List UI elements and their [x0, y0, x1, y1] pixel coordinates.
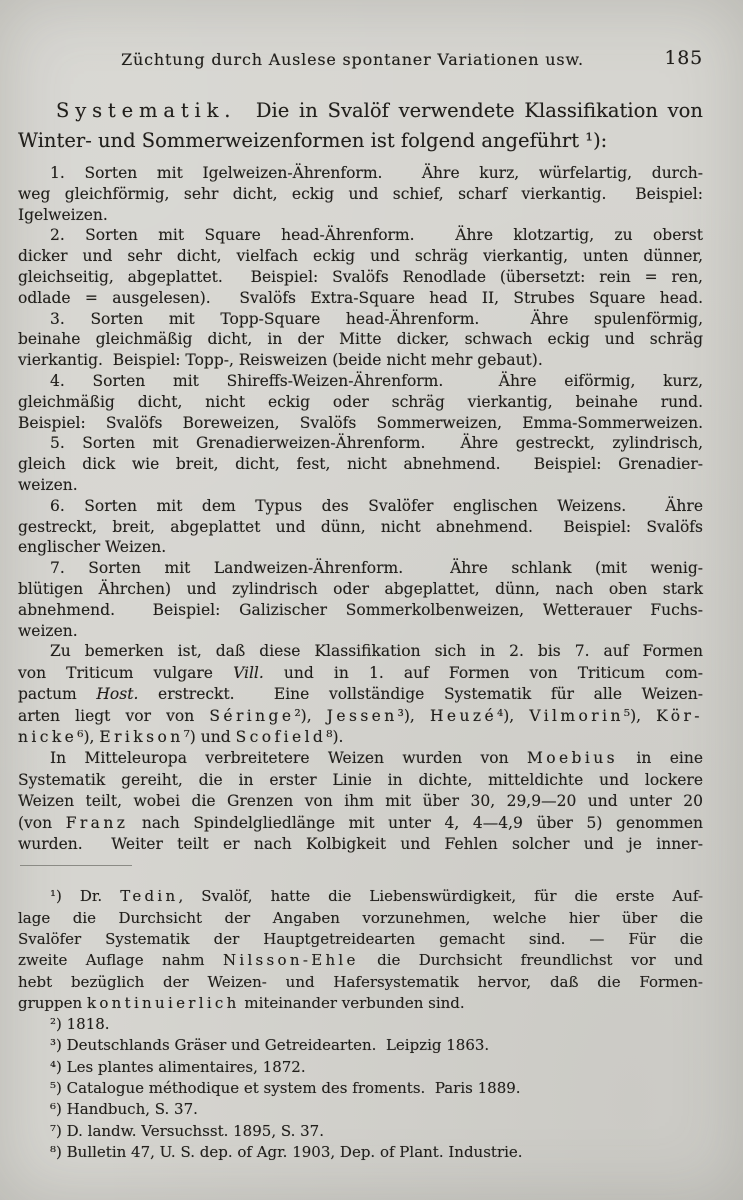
text-segment: erstreckt. Eine vollständige Systematik für alle Weizen-	[138, 685, 703, 704]
text-segment: Beispiel: Svalöfs Boreweizen, Svalöfs Sommerweizen, Emma-Sommerweizen.	[18, 413, 703, 432]
text-segment: odlade = ausgelesen). Svalöfs Extra-Square head II, Strubes Square head.	[18, 288, 703, 307]
text-line	[18, 770, 703, 791]
text-line	[18, 225, 703, 246]
para-1	[18, 641, 703, 748]
text-segment: beinahe gleichmäßig dicht, in der Mitte dicker, schwach eckig und schräg	[18, 330, 703, 349]
text-segment: gleichmäßig dicht, nicht eckig oder schräg vierkantig, beinahe rund.	[18, 392, 703, 411]
text-line	[18, 433, 703, 454]
text-segment: weizen.	[18, 621, 78, 640]
text-line	[18, 309, 703, 330]
text-line	[18, 126, 703, 156]
text-line	[18, 350, 703, 371]
text-segment: ⁸).	[326, 727, 344, 746]
text-line	[18, 908, 703, 929]
text-segment: Igelweizen.	[18, 205, 108, 224]
text-segment: Weizen teilt, wobei die Grenzen von ihm mit über 30, 29,9—20 und unter 20	[18, 792, 703, 811]
text-line	[18, 1121, 703, 1142]
text-segment: Heuzé	[429, 706, 498, 725]
text-segment: Winter- und Sommerweizenformen ist folgend angeführt ¹):	[18, 129, 608, 152]
text-segment: englischer Weizen.	[18, 538, 167, 557]
text-segment: arten liegt vor von	[18, 706, 210, 725]
text-segment: von Triticum vulgare	[18, 663, 234, 682]
text-segment: kontinuierlich	[86, 993, 240, 1012]
text-segment: In Mitteleuropa verbreitetere Weizen wurden von	[50, 749, 527, 768]
text-line	[18, 813, 703, 834]
text-line	[18, 684, 703, 705]
text-line	[18, 993, 703, 1014]
text-segment: abnehmend. Beispiel: Galizischer Sommerkolbenweizen, Wetterauer Fuchs-	[18, 600, 703, 619]
item-1	[18, 163, 703, 225]
text-segment: pactum	[18, 685, 97, 704]
item-7	[18, 558, 703, 641]
text-segment: Nilsson-Ehle	[222, 951, 359, 970]
text-line	[18, 205, 703, 226]
text-segment: weizen.	[18, 475, 78, 494]
text-segment: hebt bezüglich der Weizen- und Hafersystematik hervor, daß die Formen-	[18, 972, 703, 991]
text-segment: ⁷) und	[183, 727, 236, 746]
text-line	[18, 96, 703, 126]
item-6	[18, 496, 703, 558]
text-segment: lage die Durchsicht der Angaben vorzunehmen, welche hier über die	[18, 908, 703, 927]
text-line	[18, 600, 703, 621]
item-5	[18, 433, 703, 495]
text-segment: Systematik.	[56, 99, 237, 122]
footnote-4	[18, 1057, 703, 1078]
item-2	[18, 225, 703, 308]
text-segment: Moebius	[526, 749, 619, 768]
text-segment: ⁸) Bulletin 47, U. S. dep. of Agr. 1903, Dep. of Plant. Industrie.	[50, 1142, 523, 1161]
footnote-1	[18, 886, 703, 1014]
text-segment: 3. Sorten mit Topp-Square head-Ährenform. Ähre spulenförmig,	[50, 309, 703, 328]
text-segment: gleichseitig, abgeplattet. Beispiel: Svalöfs Renodlade (übersetzt: rein = ren,	[18, 267, 703, 286]
footnote-rule	[20, 865, 132, 866]
text-line	[18, 371, 703, 392]
intro-paragraph	[18, 96, 703, 156]
text-line	[18, 1014, 703, 1035]
text-line	[18, 329, 703, 350]
text-segment: Svalöfer Systematik der Hauptgetreidearten gemacht sind. — Für die	[18, 929, 703, 948]
text-segment: nicke	[18, 727, 78, 746]
text-line	[18, 886, 703, 907]
text-segment: ²) 1818.	[50, 1015, 110, 1034]
text-line	[18, 706, 703, 727]
text-line	[18, 641, 703, 662]
text-line	[18, 834, 703, 855]
text-segment: Systematik gereiht, die in erster Linie in dichte, mitteldichte und lockere	[18, 770, 703, 789]
running-header	[18, 47, 703, 76]
text-segment: ²),	[294, 706, 327, 725]
text-segment: gleich dick wie breit, dicht, fest, nicht abnehmend. Beispiel: Grenadier-	[18, 455, 703, 474]
text-line	[18, 791, 703, 812]
text-segment: ¹) Dr.	[50, 887, 121, 906]
text-segment: zweite Auflage nahm	[18, 951, 223, 970]
text-segment: ³),	[397, 706, 430, 725]
text-line	[18, 246, 703, 267]
text-line	[18, 537, 703, 558]
text-segment: 2. Sorten mit Square head-Ährenform. Ähre klotzartig, zu oberst	[50, 226, 703, 245]
item-4	[18, 371, 703, 433]
text-line	[18, 413, 703, 434]
text-segment: Die in Svalöf verwendete Klassifikation von	[236, 99, 703, 122]
text-segment: ⁵),	[623, 706, 657, 725]
text-line	[18, 496, 703, 517]
text-line	[18, 621, 703, 642]
text-line	[18, 392, 703, 413]
text-segment: ⁴),	[497, 706, 530, 725]
text-segment: Kör-	[656, 706, 703, 725]
text-segment: Vill.	[233, 663, 264, 682]
text-line	[18, 184, 703, 205]
text-line	[18, 267, 703, 288]
text-segment: die Durchsicht freundlichst vor und	[358, 951, 703, 970]
text-segment: weg gleichförmig, sehr dicht, eckig und schief, scharf vierkantig. Beispiel:	[18, 184, 703, 203]
text-segment: 5. Sorten mit Grenadierweizen-Ährenform. Ähre gestreckt, zylindrisch,	[50, 434, 703, 453]
footnote-7	[18, 1121, 703, 1142]
text-segment: Host.	[96, 685, 139, 704]
text-line	[18, 1142, 703, 1163]
text-segment: Séringe	[209, 706, 295, 725]
text-segment: 6. Sorten mit dem Typus des Svalöfer englischen Weizens. Ähre	[50, 496, 703, 515]
text-line	[18, 1035, 703, 1056]
text-line	[18, 517, 703, 538]
footnote-5	[18, 1078, 703, 1099]
text-segment: 1. Sorten mit Igelweizen-Ährenform. Ähre kurz, würfelartig, durch-	[50, 164, 703, 182]
text-line	[18, 748, 703, 769]
text-segment: (von	[18, 813, 66, 832]
running-header-title: Züchtung durch Auslese spontaner Variationen usw.	[121, 50, 584, 69]
text-segment: ⁵) Catalogue méthodique et system des froments. Paris 1889.	[50, 1079, 521, 1098]
page-number: 185	[664, 47, 703, 69]
text-segment: ⁴) Les plantes alimentaires, 1872.	[50, 1057, 306, 1076]
text-segment: , Svalöf, hatte die Liebenswürdigkeit, für die erste Auf-	[178, 887, 704, 906]
footnote-8	[18, 1142, 703, 1163]
text-segment: Tedin	[120, 887, 179, 906]
text-line	[18, 663, 703, 684]
text-line	[18, 1078, 703, 1099]
text-segment: ⁶) Handbuch, S. 37.	[50, 1100, 198, 1119]
text-segment: in eine	[618, 749, 703, 768]
text-segment: wurden. Weiter teilt er nach Kolbigkeit und Fehlen solcher und je inner-	[18, 834, 703, 853]
text-line	[18, 558, 703, 579]
text-segment: 7. Sorten mit Landweizen-Ährenform. Ähre schlank (mit wenig-	[50, 559, 703, 578]
text-segment: Erikson	[99, 727, 184, 746]
text-segment: Jessen	[326, 706, 398, 725]
text-segment: und in 1. auf Formen von Triticum com-	[263, 663, 704, 682]
text-segment: gruppen	[18, 993, 87, 1012]
footnote-3	[18, 1035, 703, 1056]
text-line	[18, 475, 703, 496]
text-segment: gestreckt, breit, abgeplattet und dünn, nicht abnehmend. Beispiel: Svalöfs	[18, 517, 703, 536]
text-segment: ⁶),	[77, 727, 100, 746]
text-line	[18, 288, 703, 309]
text-line	[18, 454, 703, 475]
text-line	[18, 727, 703, 748]
text-segment: ³) Deutschlands Gräser und Getreidearten. Leipzig 1863.	[50, 1036, 490, 1055]
text-segment: 4. Sorten mit Shireffs-Weizen-Ährenform. Ähre eiförmig, kurz,	[50, 371, 703, 390]
text-line	[18, 1057, 703, 1078]
text-segment: Zu bemerken ist, daß diese Klassifikation sich in 2. bis 7. auf Formen	[50, 642, 703, 661]
text-line	[18, 579, 703, 600]
text-segment: blütigen Ährchen) und zylindrisch oder abgeplattet, dünn, nach oben stark	[18, 579, 703, 598]
text-segment: dicker und sehr dicht, vielfach eckig und schräg vierkantig, unten dünner,	[18, 247, 703, 266]
text-segment: Vilmorin	[529, 706, 624, 725]
text-line	[18, 1099, 703, 1120]
para-2	[18, 748, 703, 855]
text-segment: Scofield	[235, 727, 327, 746]
footnote-2	[18, 1014, 703, 1035]
footnote-6	[18, 1099, 703, 1120]
item-3	[18, 309, 703, 371]
text-segment: nach Spindelgliedlänge mit unter 4, 4—4,9 über 5) genommen	[128, 813, 703, 832]
text-segment: vierkantig. Beispiel: Topp-, Reisweizen (beide nicht mehr gebaut).	[18, 351, 543, 370]
text-line	[18, 972, 703, 993]
text-segment: miteinander verbunden sind.	[239, 993, 465, 1012]
text-segment: Franz	[65, 813, 129, 832]
text-segment: ⁷) D. landw. Versuchsst. 1895, S. 37.	[50, 1121, 324, 1140]
text-line	[18, 163, 703, 184]
text-blocks	[18, 96, 703, 1163]
text-line	[18, 950, 703, 971]
text-line	[18, 929, 703, 950]
